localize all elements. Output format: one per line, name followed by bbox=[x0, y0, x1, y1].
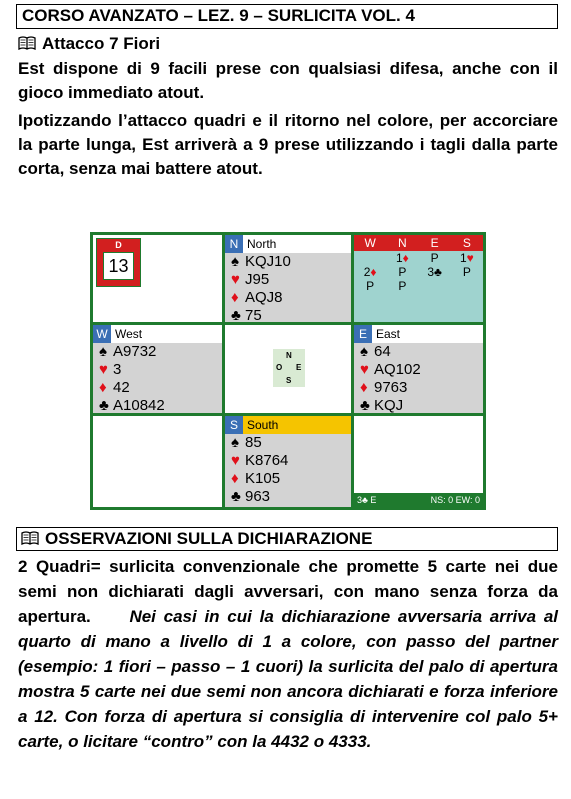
bid-cell: P bbox=[398, 265, 407, 279]
dealer-marker: D bbox=[97, 239, 140, 252]
score-label: NS: 0 EW: 0 bbox=[430, 495, 480, 505]
result-bar bbox=[354, 493, 483, 507]
compass-e: E bbox=[296, 363, 302, 372]
book-icon bbox=[21, 531, 39, 545]
result-cell bbox=[354, 416, 483, 507]
diamond-icon: ♦ bbox=[231, 470, 239, 487]
west-hearts: 3 bbox=[113, 361, 122, 378]
heart-icon: ♥ bbox=[231, 452, 240, 469]
west-spades: A9732 bbox=[113, 343, 157, 360]
south-hearts: K8764 bbox=[245, 452, 289, 469]
north-spades: KQJ10 bbox=[245, 253, 291, 270]
board-number: 13 bbox=[104, 253, 133, 279]
spade-icon: ♠ bbox=[360, 343, 368, 360]
east-diamonds: 9763 bbox=[374, 379, 408, 396]
bid-row bbox=[354, 279, 483, 293]
bid-cell bbox=[451, 279, 483, 293]
bid-header-n: N bbox=[398, 236, 407, 250]
heart-icon: ♥ bbox=[231, 271, 240, 288]
east-hearts: AQ102 bbox=[374, 361, 421, 378]
west-clubs: A10842 bbox=[113, 397, 165, 414]
bid-cell: 2♦ bbox=[363, 265, 377, 279]
north-hand bbox=[225, 235, 351, 322]
compass-cell bbox=[225, 325, 351, 413]
south-spades: 85 bbox=[245, 434, 262, 451]
diamond-icon: ♦ bbox=[99, 379, 107, 396]
page-title: CORSO AVANZATO – LEZ. 9 – SURLICITA VOL. 4 bbox=[16, 4, 558, 29]
west-diamonds: 42 bbox=[113, 379, 130, 396]
contract-label: 3♣ E bbox=[357, 495, 377, 505]
bid-cell bbox=[419, 279, 451, 293]
bid-cell: P bbox=[366, 279, 375, 293]
bid-header-s: S bbox=[462, 236, 471, 250]
compass-s: S bbox=[286, 376, 292, 385]
south-clubs: 963 bbox=[245, 488, 271, 505]
bid-cell: P bbox=[398, 279, 407, 293]
south-name: South bbox=[247, 418, 279, 432]
north-seat: N bbox=[225, 235, 243, 253]
diamond-icon: ♦ bbox=[231, 289, 239, 306]
observations-header bbox=[16, 527, 558, 551]
diamond-icon: ♦ bbox=[360, 379, 368, 396]
bidding-rows bbox=[354, 251, 483, 293]
observations-lead: 2 Quadri= surlicita convenzionale che promette 5 carte nei due semi non dichiarati dagli avversari, con mano senza forza da apertura. bbox=[18, 557, 558, 626]
book-icon bbox=[18, 36, 36, 50]
east-name: East bbox=[376, 327, 401, 341]
section-attacco-title bbox=[18, 33, 160, 55]
club-icon: ♣ bbox=[360, 397, 370, 414]
section-attacco-label: Attacco 7 Fiori bbox=[42, 34, 161, 53]
south-seat: S bbox=[225, 416, 243, 434]
club-icon: ♣ bbox=[231, 488, 241, 505]
bidding-header bbox=[354, 235, 483, 251]
observations-body bbox=[18, 554, 558, 754]
club-icon: ♣ bbox=[231, 307, 241, 324]
club-icon: ♣ bbox=[99, 397, 109, 414]
spade-icon: ♠ bbox=[99, 343, 107, 360]
empty-cell bbox=[93, 416, 222, 507]
bid-header-w: W bbox=[364, 236, 376, 250]
bid-cell: P bbox=[462, 265, 471, 279]
observations-title: OSSERVAZIONI SULLA DICHIARAZIONE bbox=[45, 529, 373, 548]
west-hand bbox=[93, 325, 222, 413]
north-clubs: 75 bbox=[245, 307, 262, 324]
spade-icon: ♠ bbox=[231, 253, 239, 270]
north-diamonds: AQJ8 bbox=[245, 289, 283, 306]
south-hand bbox=[225, 416, 351, 507]
bid-header-e: E bbox=[430, 236, 439, 250]
board-indicator bbox=[96, 238, 141, 287]
north-hearts: J95 bbox=[245, 271, 270, 288]
south-diamonds: K105 bbox=[245, 470, 281, 487]
north-name: North bbox=[247, 237, 277, 251]
compass-n: N bbox=[286, 351, 292, 360]
heart-icon: ♥ bbox=[360, 361, 369, 378]
observations-italic: Nei casi in cui la dichiarazione avversaria arriva al quarto di mano a livello di 1 a colore, con passo del partner (esempio: 1 fiori – passo – 1 cuori) la surlicita del palo di apertura mostra 5 carte nei due semi non ancora dichiarati e forza inferiore a 12. Con forza di apertura si consiglia di intervenire col palo 5+ carte, o licitare “contro” con la 4432 o 4333. bbox=[18, 607, 558, 751]
bid-cell: 3♣ bbox=[427, 265, 442, 279]
paragraph-2: Ipotizzando l’attacco quadri e il ritorno nel colore, per accorciare la parte lunga, Est arriverà a 9 prese utilizzando i tagli dalla parte corta, senza mai battere atout. bbox=[18, 111, 558, 178]
bid-row bbox=[354, 251, 483, 265]
heart-icon: ♥ bbox=[99, 361, 108, 378]
bid-cell bbox=[354, 251, 386, 265]
bridge-diagram bbox=[90, 232, 486, 510]
east-hand bbox=[354, 325, 483, 413]
paragraph-1: Est dispone di 9 facili prese con qualsiasi difesa, anche con il gioco immediato atout. bbox=[18, 59, 558, 102]
compass-o: O bbox=[276, 363, 283, 372]
bid-cell: 1♦ bbox=[395, 251, 409, 265]
board-cell bbox=[93, 235, 222, 322]
east-clubs: KQJ bbox=[374, 397, 404, 414]
spade-icon: ♠ bbox=[231, 434, 239, 451]
west-name: West bbox=[115, 327, 143, 341]
compass bbox=[273, 349, 305, 387]
bidding-box bbox=[354, 235, 483, 322]
bid-cell: 1♥ bbox=[459, 251, 474, 265]
east-seat: E bbox=[354, 325, 372, 343]
bid-row bbox=[354, 265, 483, 279]
west-seat: W bbox=[93, 325, 111, 343]
east-spades: 64 bbox=[374, 343, 391, 360]
bid-cell: P bbox=[430, 251, 439, 265]
